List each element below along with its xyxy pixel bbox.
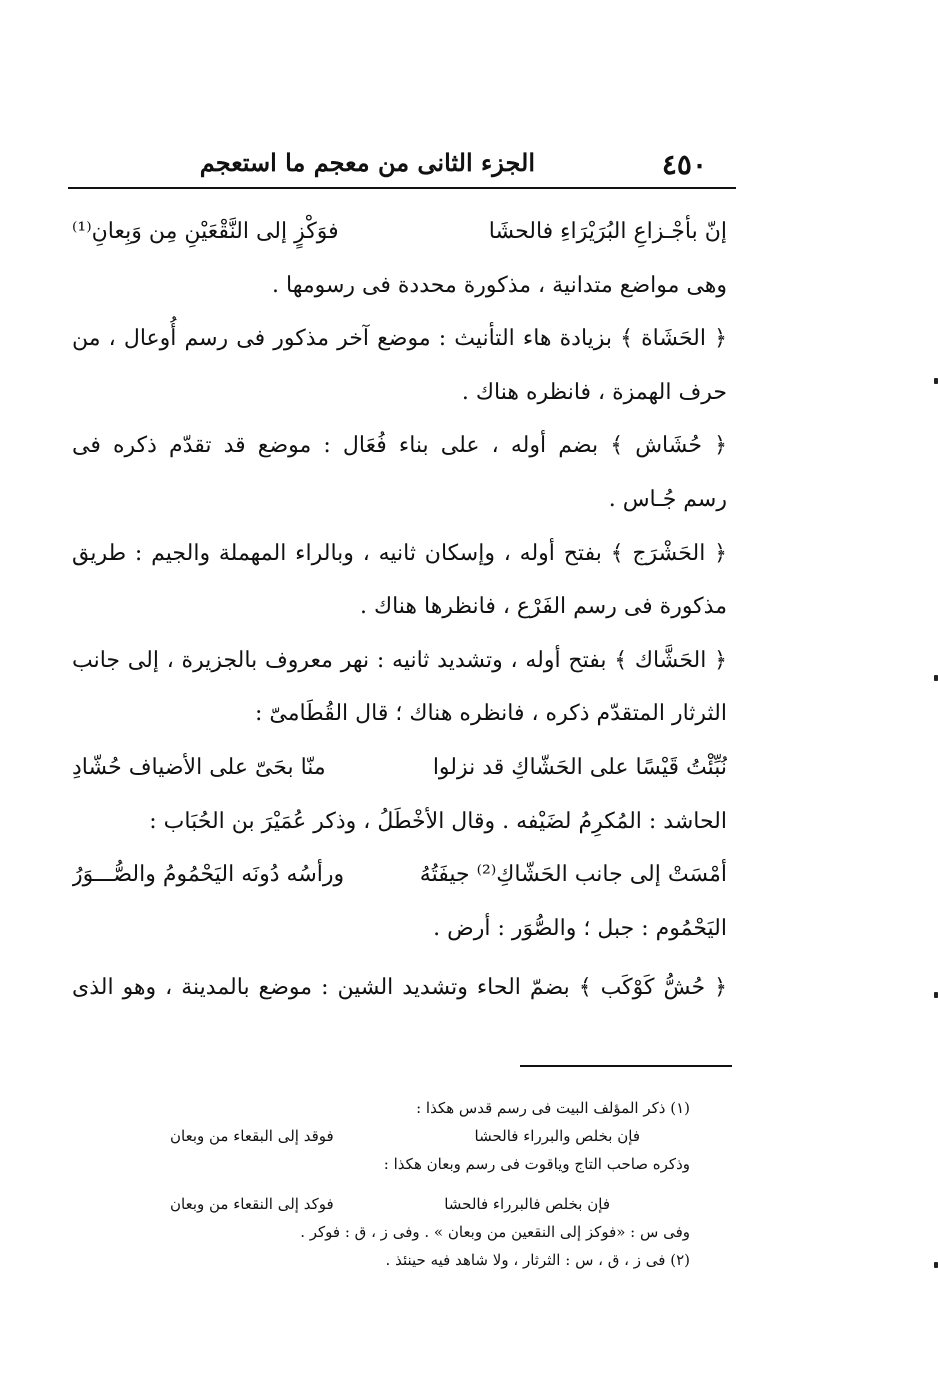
text-line: حرف الهمزة ، فانظره هناك . — [461, 379, 727, 405]
verse-hemistich-left: فوقد إلى البقعاء من وبعان — [170, 1127, 334, 1145]
footnote-1: (١) ذكر المؤلف البيت فى رسم قدس هكذا : — [416, 1099, 690, 1117]
scan-mark — [934, 1262, 938, 1268]
verse-hemistich-right: أمْسَتْ إلى جانب الحَشّاكِ⁽²⁾ جيفَتُهُ — [419, 862, 727, 888]
entry-hashaah: ﴿ الحَشَاة ﴾ بزيادة هاء التأنيث : موضع آخر مذكور فى رسم أُوعال ، من — [72, 326, 727, 352]
page-header — [70, 138, 735, 186]
verse-hemistich-right: نُبِّئْتُ قَيْسًا على الحَشّاكِ قد نزلوا — [432, 754, 727, 780]
verse-hemistich-right: فإن بخلص فالبرراء فالحشا — [444, 1195, 610, 1213]
verse-hemistich-left: فوَكْزٍ إلى النَّقْعَيْنِ مِن وَبِعانِ⁽¹⁾ — [72, 219, 339, 244]
main-text — [72, 205, 727, 1015]
verse-hemistich-left: فوكد إلى النقعاء من وبعان — [170, 1195, 334, 1213]
verse-hemistich-left: منّا بحَىّ على الأضياف حُشّادِ — [72, 754, 326, 780]
footnote-verse — [170, 1190, 690, 1218]
footnote-line: وفى س : «فوكز إلى النقعين من وبعان » . وفى ز ، ق : فوكر . — [300, 1223, 690, 1241]
footnotes — [170, 1094, 690, 1274]
entry-hashraj: ﴿ الحَشْرَج ﴾ بفتح أوله ، وإسكان ثانيه ، وبالراء المهملة والجيم : طريق — [72, 540, 727, 566]
verse-hemistich-left: ورأسُه دُونَه اليَحْمُومُ والصُّـــوَرُ — [72, 862, 345, 888]
scan-mark — [934, 992, 938, 998]
entry-hashshak: ﴿ الحَشَّاك ﴾ بفتح أوله ، وتشديد ثانيه : نهر معروف بالجزيرة ، إلى جانب — [72, 647, 727, 673]
text-line: رسم جُـاس . — [608, 486, 727, 512]
verse-line — [72, 741, 727, 795]
verse-line — [72, 848, 727, 902]
footnote-line: وذكره صاحب التاج وياقوت فى رسم وبعان هكذا : — [383, 1155, 690, 1173]
footnote-verse — [170, 1122, 690, 1150]
header-rule — [68, 187, 736, 189]
running-title: الجزء الثانى من معجم ما استعجم — [199, 148, 535, 177]
text-line: مذكورة فى رسم الفَرْع ، فانظرها هناك . — [359, 594, 727, 620]
verse-line — [72, 205, 727, 259]
scan-mark — [934, 675, 938, 681]
entry-hushash: ﴿ حُشَاش ﴾ بضم أوله ، على بناء فُعَال : موضع قد تقدّم ذكره فى — [72, 433, 727, 459]
text-line: الثرثار المتقدّم ذكره ، فانظره هناك ؛ قال القُطَامىّ : — [254, 701, 727, 727]
footnote-rule — [520, 1065, 732, 1067]
verse-hemistich-right: إنّ بأجْـزاعِ البُرَيْرَاءِ فالحشَا — [488, 219, 727, 244]
scan-mark — [934, 378, 938, 384]
verse-hemistich-right: فإن بخلص والبرراء فالحشا — [474, 1127, 640, 1145]
text-line: الحاشد : المُكرِمُ لضَيْفه . وقال الأخْطَلُ ، وذكر عُمَيْرَ بن الحُبَاب : — [149, 808, 727, 834]
entry-hushsh-kawkab: ﴿ حُشُّ كَوْكَب ﴾ بضمّ الحاء وتشديد الشين : موضع بالمدينة ، وهو الذى — [72, 975, 727, 1001]
footnote-2: (٢) فى ز ، ق ، س : الثرثار ، ولا شاهد فيه حينئذ . — [385, 1251, 690, 1269]
text-line: اليَحْمُوم : جبل ؛ والصُّوَر : أرض . — [433, 915, 727, 941]
text-line: وهى مواضع متدانية ، مذكورة محددة فى رسومها . — [272, 272, 727, 298]
page-number: ٤٥٠ — [661, 148, 707, 181]
